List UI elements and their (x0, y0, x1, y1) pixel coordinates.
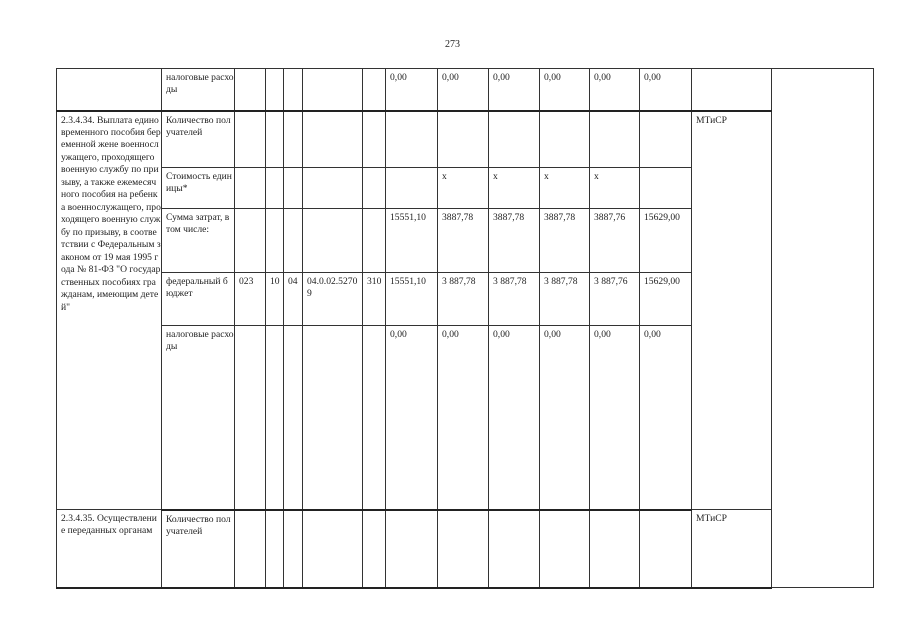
value-cell: 0,00 (386, 326, 438, 510)
value-cell: 0,00 (489, 326, 540, 510)
value-cell: х (489, 168, 540, 209)
row-label: налоговые расходы (162, 69, 235, 111)
measure-name-2-3-4-34: 2.3.4.34. Выплата единовременного пособия беременной жене военнослужащего, проходящего военную службу по призыву, а также ежемесячного пособия на ребенка военнослужащего, проходящего военную службу по призыву, в соответствии с Федеральным законом от 19 мая 1995 года № 81-ФЗ "О государственных пособиях гражданам, имеющим детей" (57, 111, 162, 510)
executor-cell: МТиСР (692, 510, 772, 588)
value-cell: 0,00 (640, 326, 692, 510)
value-cell: 3887,78 (438, 209, 489, 273)
value-cell: 0,00 (386, 69, 438, 111)
value-cell: 15551,10 (386, 273, 438, 326)
value-cell: 3 887,78 (540, 273, 590, 326)
measure-name-2-3-4-35: 2.3.4.35. Осуществление переданных органам (57, 510, 162, 588)
ministry-code: 023 (235, 273, 266, 326)
value-cell: 3887,78 (489, 209, 540, 273)
row-label: Стоимость единицы* (162, 168, 235, 209)
value-cell: 0,00 (540, 69, 590, 111)
executor-cell-empty (692, 69, 772, 111)
value-cell: 0,00 (438, 69, 489, 111)
subsection-code: 04 (284, 273, 303, 326)
section-code: 10 (266, 273, 284, 326)
page-number: 273 (445, 39, 460, 50)
value-cell: 3 887,78 (489, 273, 540, 326)
value-cell: 3887,78 (540, 209, 590, 273)
value-cell: 15629,00 (640, 273, 692, 326)
row-label: федеральный бюджет (162, 273, 235, 326)
value-cell: 0,00 (640, 69, 692, 111)
value-cell: 3 887,76 (590, 273, 640, 326)
table-row-top-tax (57, 69, 874, 111)
measure-cell-empty (57, 69, 162, 111)
right-margin-cell (772, 69, 874, 588)
value-cell: 0,00 (590, 69, 640, 111)
value-cell: 0,00 (489, 69, 540, 111)
table-row-recipients (57, 111, 874, 168)
value-cell: х (540, 168, 590, 209)
value-cell: х (590, 168, 640, 209)
value-cell: х (438, 168, 489, 209)
row-label: Сумма затрат, в том числе: (162, 209, 235, 273)
row-label: налоговые расходы (162, 326, 235, 510)
expense-type-code: 310 (363, 273, 386, 326)
target-article-code: 04.0.02.52709 (303, 273, 363, 326)
budget-table (56, 68, 874, 589)
value-cell: 3 887,78 (438, 273, 489, 326)
value-cell: 3887,76 (590, 209, 640, 273)
value-cell: 15551,10 (386, 209, 438, 273)
value-cell: 15629,00 (640, 209, 692, 273)
value-cell: 0,00 (540, 326, 590, 510)
executor-cell: МТиСР (692, 111, 772, 510)
row-label: Количество получателей (162, 510, 235, 588)
row-label: Количество получателей (162, 111, 235, 168)
value-cell: 0,00 (590, 326, 640, 510)
value-cell: 0,00 (438, 326, 489, 510)
table-row-recipients-2-3-4-35 (57, 510, 874, 588)
